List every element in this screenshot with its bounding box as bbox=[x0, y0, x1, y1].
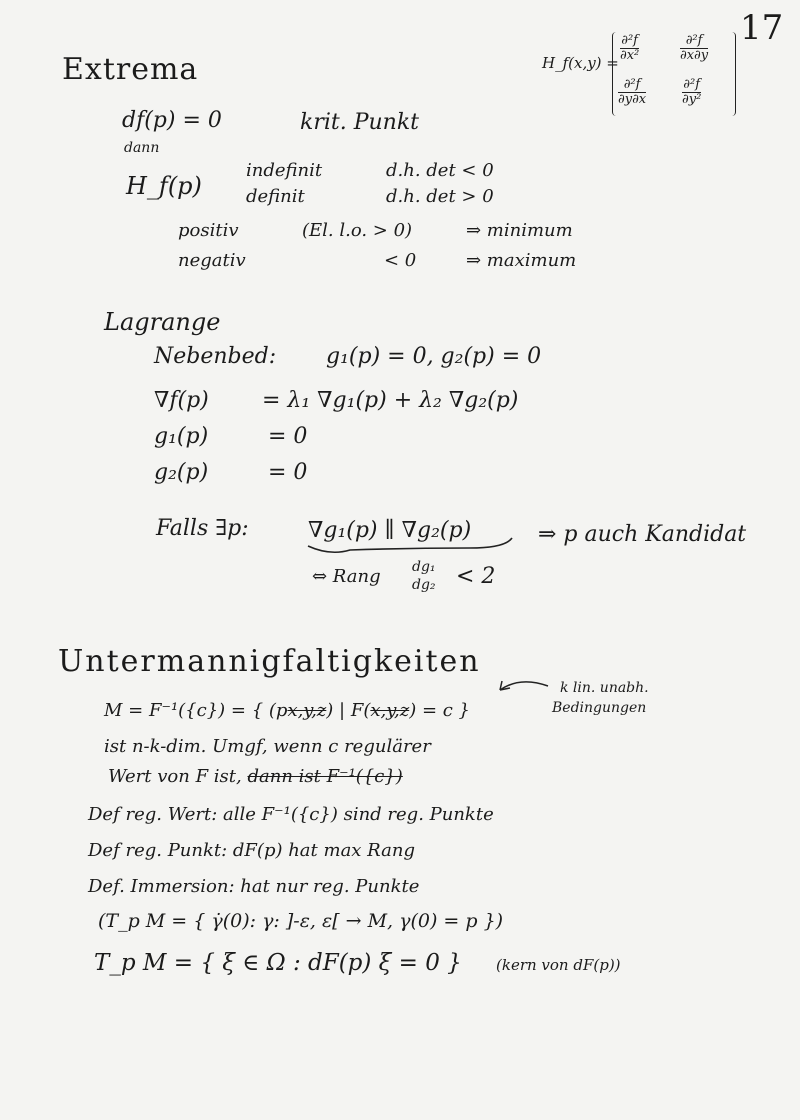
m-def-part-a: M = F⁻¹({c}) = { (p bbox=[104, 700, 288, 721]
gradient-lhs: ∇f(p) bbox=[154, 388, 209, 413]
positiv-condition: (El. l.o. > 0) bbox=[302, 220, 413, 241]
definit-label: definit bbox=[246, 186, 305, 207]
positiv-result: ⇒ minimum bbox=[466, 220, 573, 241]
m-def-struck-1: x,y,z bbox=[287, 700, 327, 721]
falls-label: Falls ∃p: bbox=[156, 516, 249, 541]
fyx-numerator: ∂²f bbox=[623, 77, 641, 92]
lagrange-heading: Lagrange bbox=[104, 308, 221, 336]
kandidat-label: ⇒ p auch Kandidat bbox=[538, 522, 747, 547]
extrema-heading: Extrema bbox=[62, 52, 199, 87]
fyy-denominator: ∂y² bbox=[682, 92, 702, 107]
indefinit-condition: d.h. det < 0 bbox=[386, 160, 494, 181]
positiv-label: positiv bbox=[178, 220, 239, 241]
def-regular-point: Def reg. Punkt: dF(p) hat max Rang bbox=[88, 840, 415, 861]
struck-dann-ist: dann ist F⁻¹({c}) bbox=[247, 766, 403, 787]
hessian-label: H_f(x,y) = bbox=[542, 54, 619, 72]
annotation-bedingungen: Bedingungen bbox=[552, 700, 647, 716]
critical-point-label: krit. Punkt bbox=[300, 110, 420, 135]
g2-lhs: g₂(p) bbox=[154, 460, 209, 485]
rang-bottom: dg₂ bbox=[412, 577, 436, 593]
dimension-statement: ist n-k-dim. Umgf, wenn c regulärer bbox=[104, 736, 431, 757]
m-def-struck-2: x,y,z bbox=[370, 700, 410, 721]
g2-equation: = 0 bbox=[268, 460, 308, 485]
critical-point-equation: df(p) = 0 bbox=[122, 108, 222, 133]
page-number: 17 bbox=[740, 8, 784, 48]
fyy-numerator: ∂²f bbox=[683, 77, 701, 92]
hessian-at-p: H_f(p) bbox=[126, 172, 202, 200]
fyx-denominator: ∂y∂x bbox=[618, 92, 647, 107]
gradient-equation: = λ₁ ∇g₁(p) + λ₂ ∇g₂(p) bbox=[262, 388, 519, 413]
negativ-condition: < 0 bbox=[384, 250, 417, 271]
underbrace-stroke bbox=[308, 538, 512, 552]
m-def-part-c: ) | F( bbox=[326, 700, 371, 721]
nebenbed-label: Nebenbed: bbox=[154, 344, 277, 369]
tangent-space-curve: (T_p M = { γ̇(0): γ: ]-ε, ε[ → M, γ(0) = p }) bbox=[98, 910, 504, 932]
g1-equation: = 0 bbox=[268, 424, 308, 449]
nebenbed-equation: g₁(p) = 0, g₂(p) = 0 bbox=[326, 344, 542, 369]
parallel-gradients: ∇g₁(p) ∥ ∇g₂(p) bbox=[308, 518, 472, 543]
fxy-denominator: ∂x∂y bbox=[680, 48, 709, 63]
rang-top: dg₁ bbox=[412, 559, 436, 575]
def-immersion: Def. Immersion: hat nur reg. Punkte bbox=[88, 876, 420, 897]
rang-condition: < 2 bbox=[456, 564, 496, 589]
kernel-note: (kern von dF(p)) bbox=[496, 956, 621, 974]
fxy-numerator: ∂²f bbox=[685, 33, 703, 48]
indefinit-label: indefinit bbox=[246, 160, 323, 181]
rang-label: ⇔ Rang bbox=[312, 566, 381, 587]
definit-condition: d.h. det > 0 bbox=[386, 186, 494, 207]
tangent-space-kernel: T_p M = { ξ ∈ Ω : dF(p) ξ = 0 } bbox=[94, 950, 462, 976]
untermannigfaltigkeiten-heading: Untermannigfaltigkeiten bbox=[58, 644, 481, 679]
fxx-numerator: ∂²f bbox=[621, 33, 638, 48]
m-def-part-e: ) = c } bbox=[409, 700, 471, 721]
wert-text: Wert von F ist, bbox=[108, 766, 242, 787]
annotation-lin-unabh: k lin. unabh. bbox=[560, 680, 649, 696]
dann-label: dann bbox=[124, 140, 160, 156]
negativ-label: negativ bbox=[178, 250, 246, 271]
g1-lhs: g₁(p) bbox=[154, 424, 209, 449]
def-regular-value: Def reg. Wert: alle F⁻¹({c}) sind reg. Punkte bbox=[88, 804, 494, 825]
fxx-denominator: ∂x² bbox=[620, 48, 640, 63]
negativ-result: ⇒ maximum bbox=[466, 250, 577, 271]
